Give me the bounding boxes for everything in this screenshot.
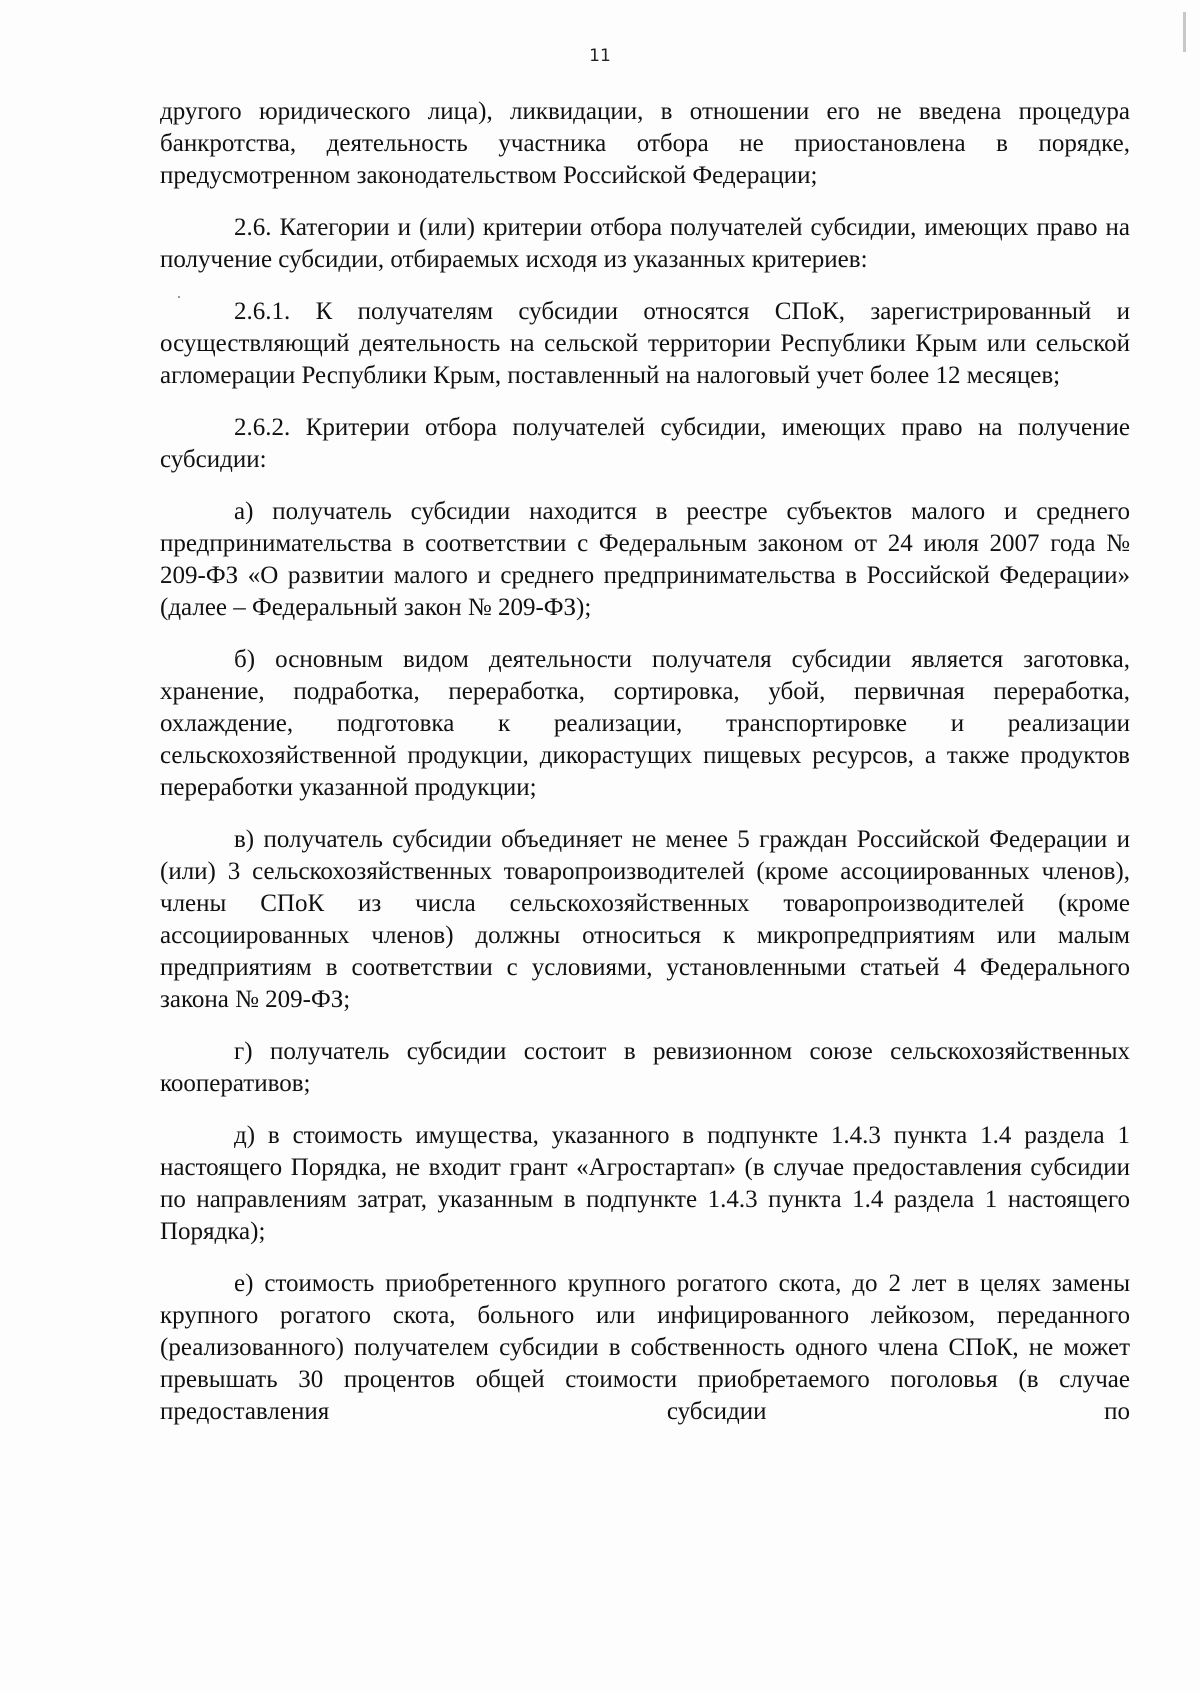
scan-speck: [1183, 12, 1186, 52]
paragraph-2-6-1: 2.6.1. К получателям субсидии относятся СПоК, зарегистрированный и осуществляющий деятельность на сельской территории Республики Крым или сельской агломерации Республики Крым, поставленный на налоговый учет более 12 месяцев;: [160, 298, 1130, 389]
paragraph-2-6: 2.6. Категории и (или) критерии отбора получателей субсидии, имеющих право на получение субсидии, отбираемых исходя из указанных критериев:: [160, 214, 1130, 273]
paragraph-item-a: а) получатель субсидии находится в реестре субъектов малого и среднего предпринимательства в соответствии с Федеральным законом от 24 июля 2007 года № 209-ФЗ «О развитии малого и среднего предпринимательства в Российской Федерации» (далее – Федеральный закон № 209-ФЗ);: [160, 498, 1130, 621]
paragraph-2-6-2: 2.6.2. Критерии отбора получателей субсидии, имеющих право на получение субсидии:: [160, 414, 1130, 473]
paragraph-item-v: в) получатель субсидии объединяет не менее 5 граждан Российской Федерации и (или) 3 сельскохозяйственных товаропроизводителей (кроме ассоциированных членов), члены СПоК из числа сельскохозяйственных товаропроизводителей (кроме ассоциированных членов) должны относиться к микропредприятиям или малым предприятиям в соответствии с условиями, установленными статьей 4 Федерального закона № 209-ФЗ;: [160, 826, 1130, 1013]
document-body: [160, 96, 1130, 1448]
paragraph-item-e: е) стоимость приобретенного крупного рогатого скота, до 2 лет в целях замены крупного рогатого скота, больного или инфицированного лейкозом, переданного (реализованного) получателем субсидии в собственность одного члена СПоК, не может превышать 30 процентов общей стоимости приобретаемого поголовья (в случае предоставления субсидии по: [160, 1270, 1130, 1425]
page-number: 11: [589, 46, 611, 66]
paragraph-item-d: д) в стоимость имущества, указанного в подпункте 1.4.3 пункта 1.4 раздела 1 настоящего Порядка, не входит грант «Агростартап» (в случае предоставления субсидии по направлениям затрат, указанным в подпункте 1.4.3 пункта 1.4 раздела 1 настоящего Порядка);: [160, 1122, 1130, 1245]
paragraph-item-g: г) получатель субсидии состоит в ревизионном союзе сельскохозяйственных кооперативов;: [160, 1038, 1130, 1097]
paragraph-continuation: другого юридического лица), ликвидации, в отношении его не введена процедура банкротства, деятельность участника отбора не приостановлена в порядке, предусмотренном законодательством Российской Федерации;: [160, 98, 1130, 189]
scan-speck: [178, 296, 180, 298]
paragraph-item-b: б) основным видом деятельности получателя субсидии является заготовка, хранение, подработка, переработка, сортировка, убой, первичная переработка, охлаждение, подготовка к реализации, транспортировке и реализации сельскохозяйственной продукции, дикорастущих пищевых ресурсов, а также продуктов переработки указанной продукции;: [160, 646, 1130, 801]
